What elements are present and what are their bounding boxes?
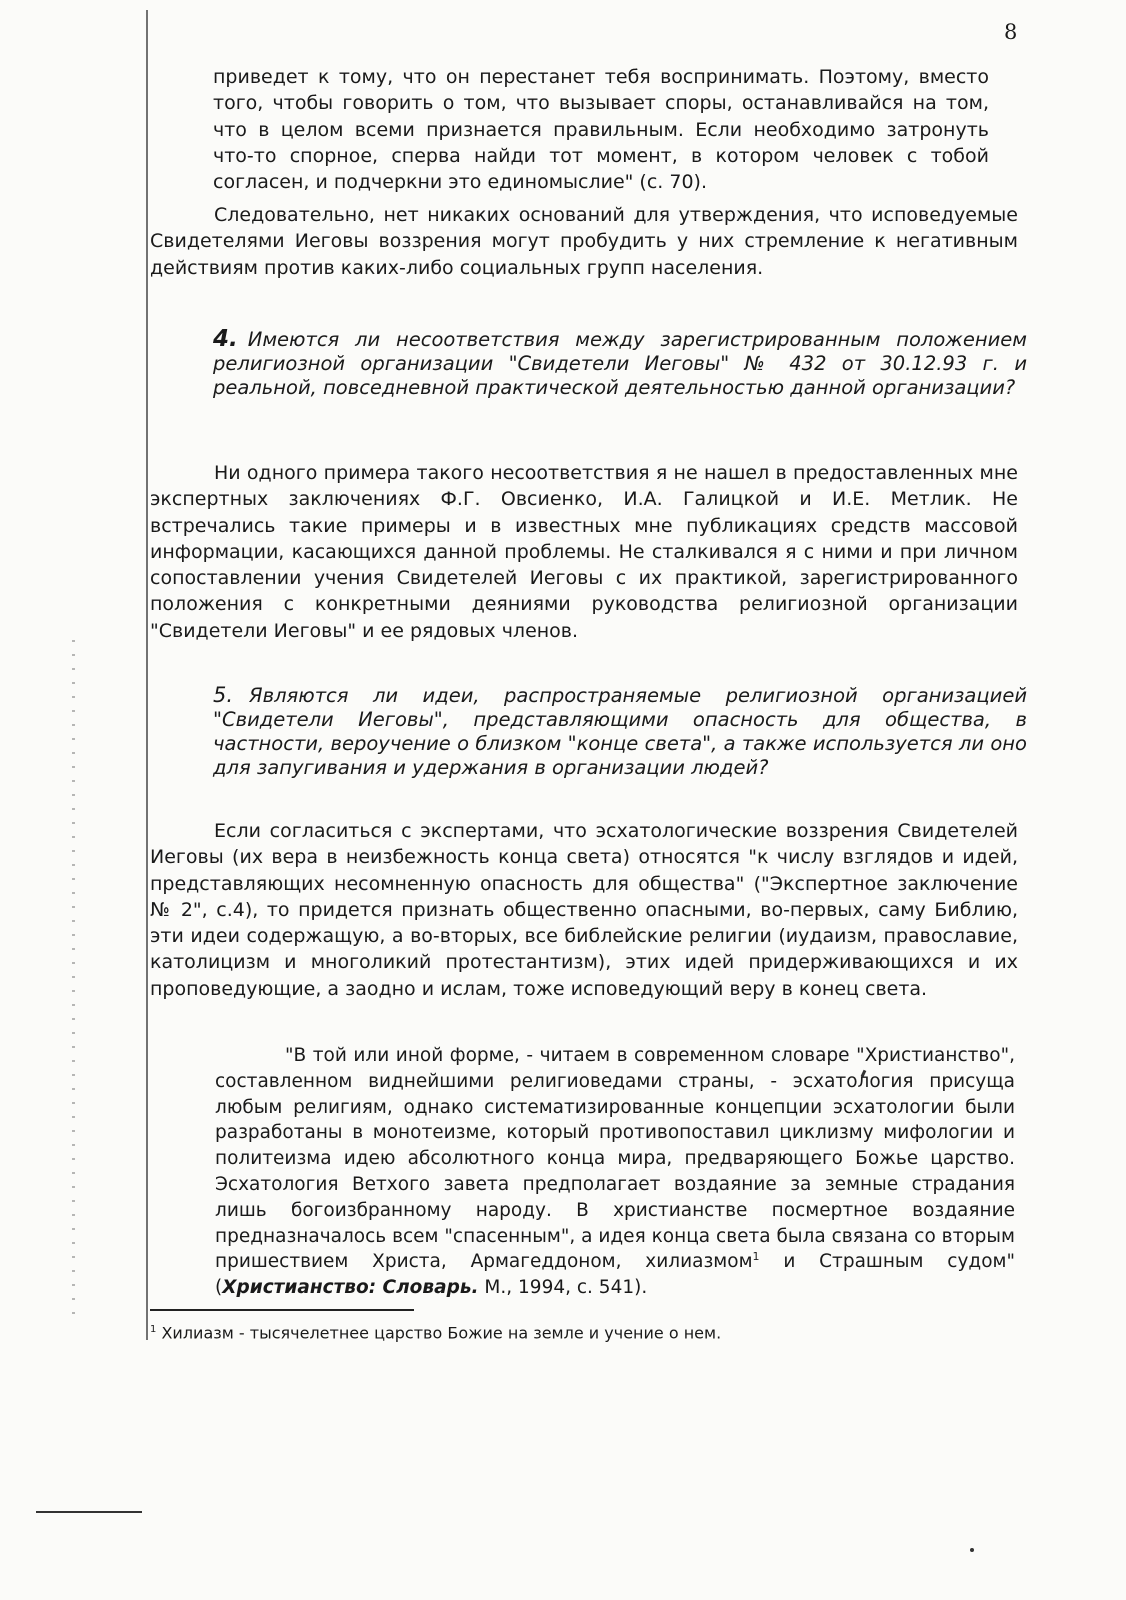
footnote-reference: 1 [752, 1250, 760, 1264]
scan-edge-line [146, 10, 148, 1340]
answer-4-paragraph: Ни одного примера такого несоответствия я не нашел в предоставленных мне экспертных заключениях Ф.Г. Овсиенко, И.А. Галицкой и И.Е. Метлик. Не встречались такие примеры и в известных мне публикациях средств массовой информации, касающихся данной проблемы. Не сталкивался я с ними и при личном сопоставлении учения Свидетелей Иеговы с их практикой, зарегистрированного положения с конкретными деяниями руководства религиозной организации "Свидетели Иеговы" и ее рядовых членов. [150, 462, 1018, 642]
page-number: 8 [1004, 20, 1018, 44]
footnote-text: Хилиазм - тысячелетнее царство Божие на земле и учение о нем. [156, 1323, 722, 1343]
answer-5-paragraph: Если согласиться с экспертами, что эсхатологические воззрения Свидетелей Иеговы (их вера в неизбежность конца света) относятся "к числу взглядов и идей, представляющих несомненную опасность для общества" ("Экспертное заключение № 2", с.4), то придется признать общественно опасными, во-первых, саму Библию, эти идеи содержащую, а во-вторых, все библейские религии (иудаизм, православие, католицизм и многоликий протестантизм), этих идей придерживающихся и их проповедующие, а заодно и ислам, тоже исповедующий веру в конец света. [150, 820, 1018, 1000]
paragraph-conclusion: Следовательно, нет никаких оснований для утверждения, что исповедуемые Свидетелями Иеговы воззрения могут пробудить у них стремление к негативным действиям против каких-либо социальных групп населения. [150, 204, 1018, 279]
quote-citation: М., 1994, с. 541). [478, 1277, 648, 1299]
question-5-number: 5. [213, 683, 234, 707]
scan-speck [970, 1548, 974, 1552]
quote-continuation: приведет к тому, что он перестанет тебя воспринимать. Поэтому, вместо того, чтобы говорить о том, что вызывает споры, останавливайся на том, что в целом всеми признается правильным. Если необходимо затронуть что-то спорное, сперва найди тот момент, в котором человек с тобой согласен, и подчеркни это единомыслие" (с. 70). [213, 66, 989, 194]
question-5 [213, 683, 1027, 780]
question-4 [213, 327, 1027, 400]
scan-margin-artifact [72, 640, 75, 1320]
quote-text: "В той или иной форме, - читаем в современном словаре "Христианство", составленном виднейшими религиоведами страны, - эсхатология присуща любым религиям, однако систематизированные концепции эсхатологии были разработаны в монотеизме, который противопоставил циклизму мифологии и политеизма идею абсолютного конца мира, предваряющего Божье царство. Эсхатология Ветхого завета предполагает воздаяние за земные страдания лишь богоизбранному народу. В христианстве посмертное воздаяние предназначалось всем "спасенным", а идея конца света была связана со вторым пришествием Христа, Армагеддоном, хилиазмом [215, 1045, 1015, 1273]
footnote [150, 1319, 721, 1344]
footnote-mark: 1 [150, 1324, 157, 1335]
question-4-text: Имеются ли несоответствия между зарегистрированным положением религиозной организации "Свидетели Иеговы" № 432 от 30.12.93 г. и реальной, повседневной практической деятельностью данной организации? [213, 328, 1027, 399]
footnote-divider [150, 1309, 414, 1311]
question-5-text: Являются ли идеи, распространяемые религиозной организацией "Свидетели Иеговы", представляющими опасность для общества, в частности, вероучение о близком "конце света", а также используется ли оно для запугивания и удержания в организации людей? [213, 684, 1027, 779]
scan-bottom-artifact [36, 1511, 142, 1513]
quote-text-end: и Страшным судом" ( [215, 1251, 1015, 1299]
dictionary-quote [215, 1043, 1015, 1301]
question-4-number: 4. [213, 326, 238, 352]
quote-source: Христианство: Словарь. [222, 1277, 479, 1299]
